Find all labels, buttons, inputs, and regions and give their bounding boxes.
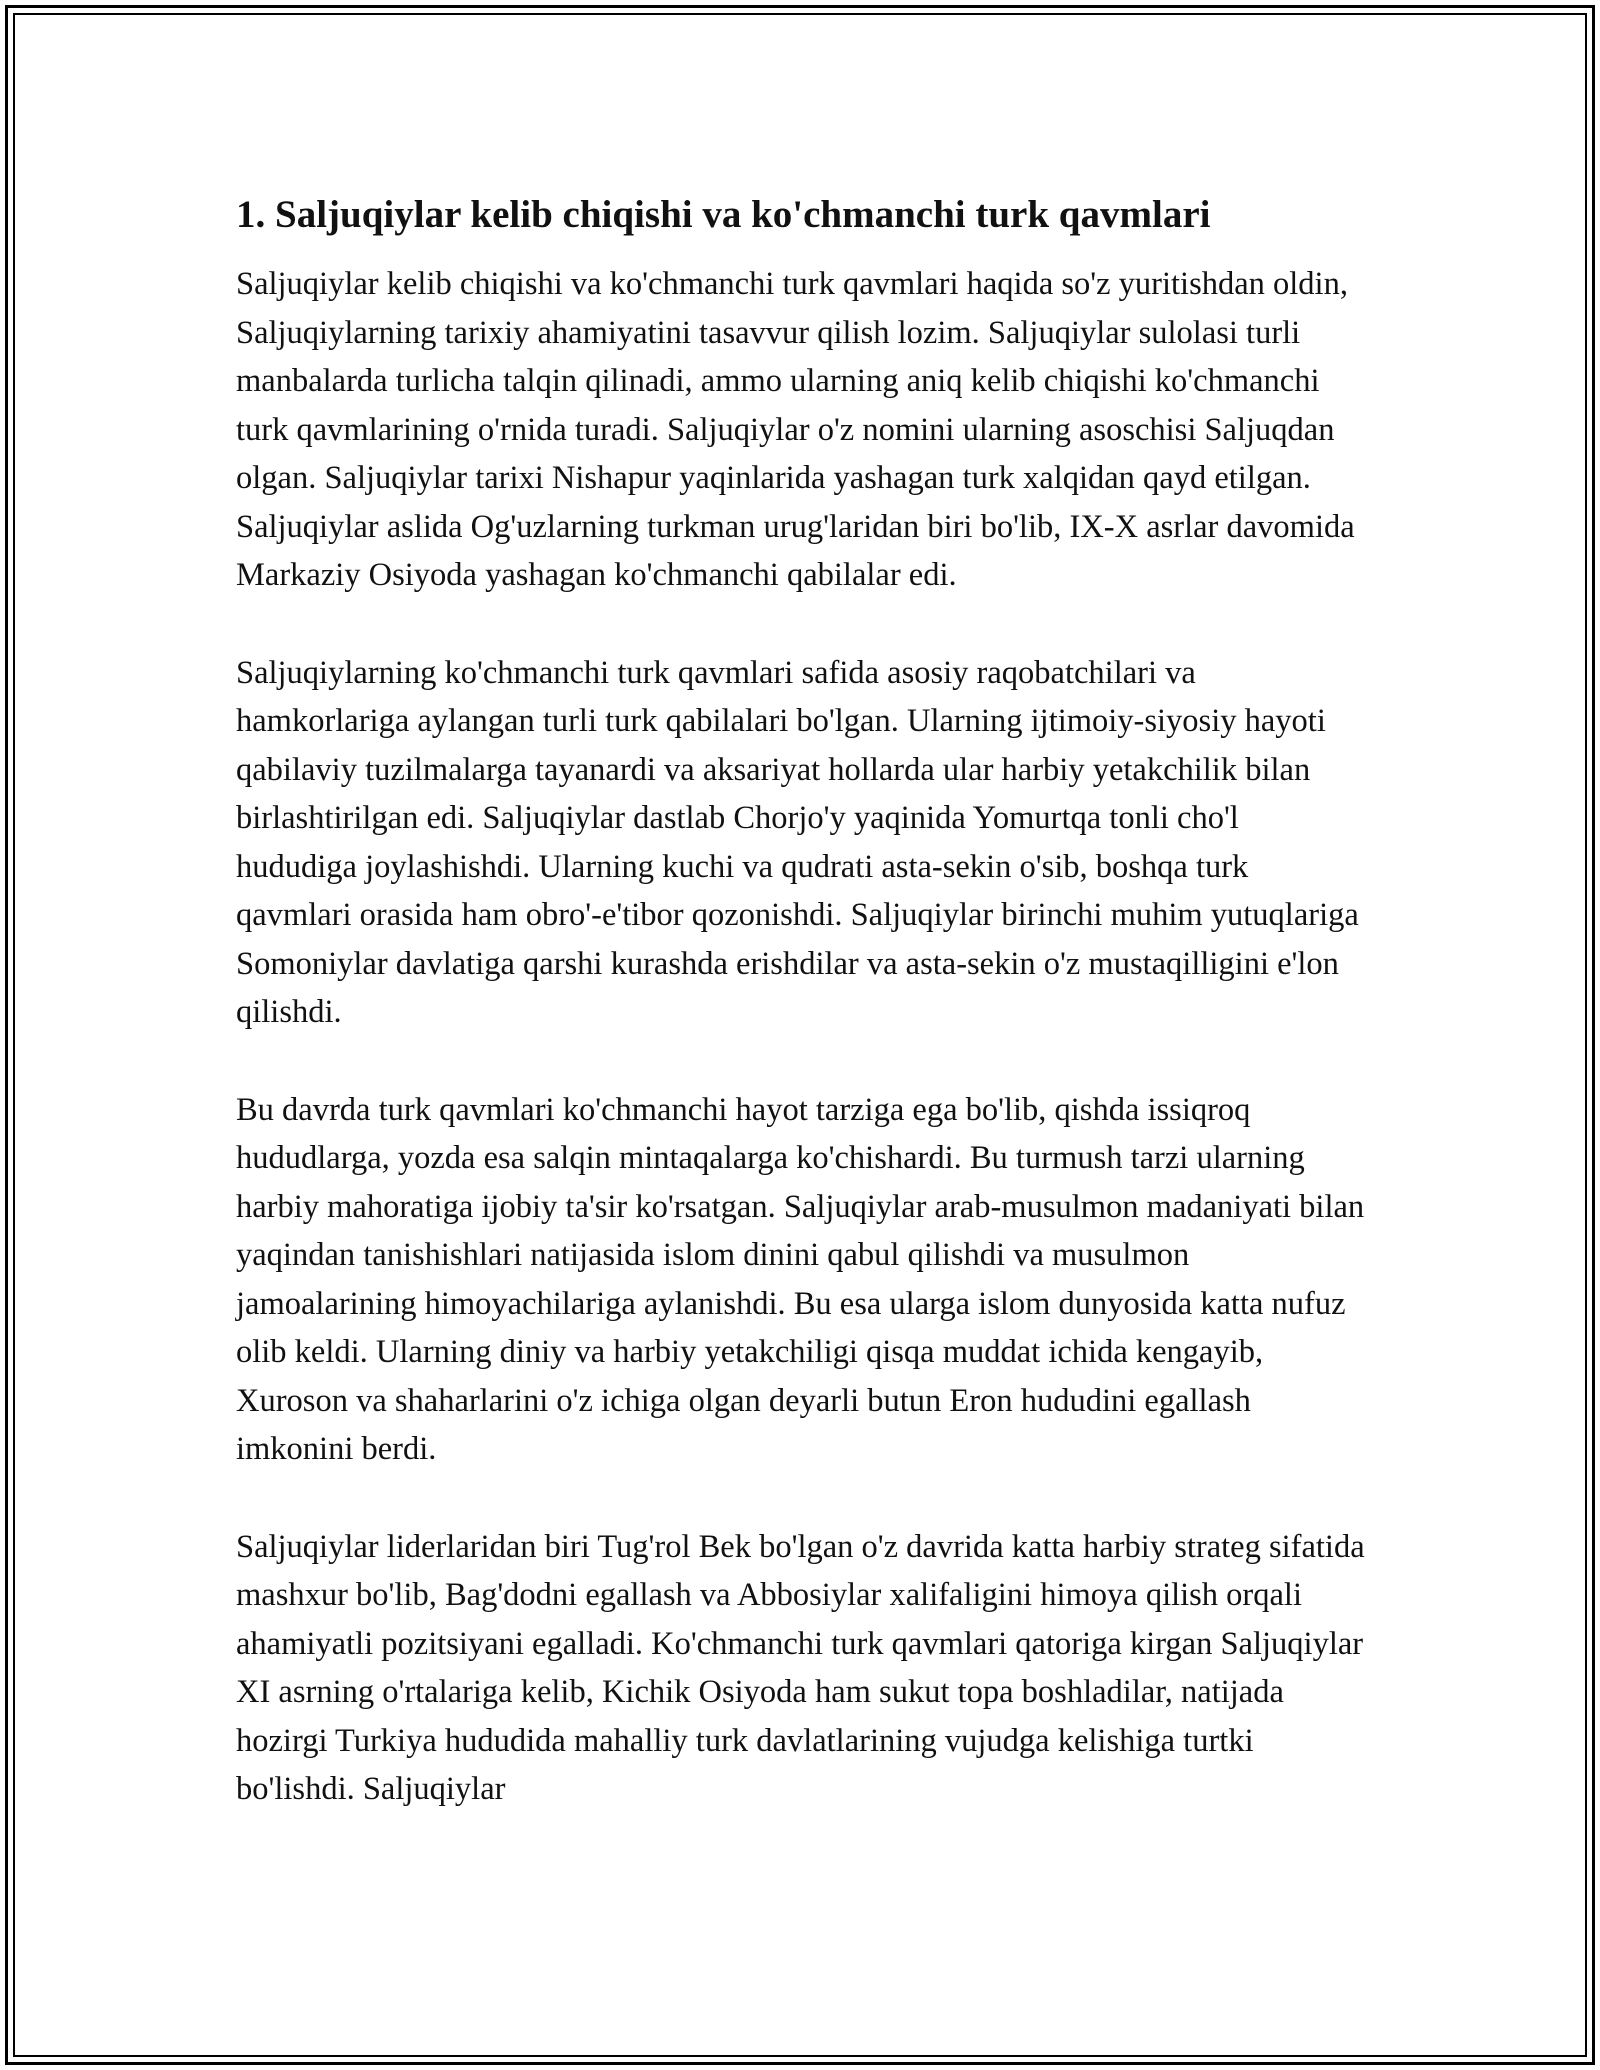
section-heading: 1. Saljuqiylar kelib chiqishi va ko'chmanchi turk qavmlari <box>236 193 1211 236</box>
paragraph-4: Saljuqiylar liderlaridan biri Tug'rol Bek bo'lgan o'z davrida katta harbiy strateg sifatida mashxur bo'lib, Bag'dodni egallash va Abbosiylar xalifaligini himoya qilish orqali ahamiyatli pozitsiyani egalladi. Ko'chmanchi turk qavmlari qatoriga kirgan Saljuqiylar XI asrning o'rtalariga kelib, Kichik Osiyoda ham sukut topa boshladilar, natijada hozirgi Turkiya hududida mahalliy turk davlatlarining vujudga kelishiga turtki bo'lishdi. Saljuqiylar <box>236 1528 1365 1807</box>
paragraph-3: Bu davrda turk qavmlari ko'chmanchi hayot tarziga ega bo'lib, qishda issiqroq hududlarga, yozda esa salqin mintaqalarga ko'chishardi. Bu turmush tarzi ularning harbiy mahoratiga ijobiy ta'sir ko'rsatgan. Saljuqiylar arab-musulmon madaniyati bilan yaqindan tanishishlari natijasida islom dinini qabul qilishdi va musulmon jamoalarining himoyachilariga aylanishdi. Bu esa ularga islom dunyosida katta nufuz olib keldi. Ularning diniy va harbiy yetakchiligi qisqa muddat ichida kengayib, Xuroson va shaharlarini o'z ichiga olgan deyarli butun Eron hududini egallash imkonini berdi. <box>236 1091 1365 1467</box>
document-body <box>236 186 1366 1863</box>
paragraph-1: Saljuqiylar kelib chiqishi va ko'chmanchi turk qavmlari haqida so'z yuritishdan oldin, Saljuqiylarning tarixiy ahamiyatini tasavvur qilish lozim. Saljuqiylar sulolasi turli manbalarda turlicha talqin qilinadi, ammo ularning aniq kelib chiqishi ko'chmanchi turk qavmlarining o'rnida turadi. Saljuqiylar o'z nomini ularning asoschisi Saljuqdan olgan. Saljuqiylar tarixi Nishapur yaqinlarida yashagan turk xalqidan qayd etilgan. Saljuqiylar aslida Og'uzlarning turkman urug'laridan biri bo'lib, IX-X asrlar davomida Markaziy Osiyoda yashagan ko'chmanchi qabilalar edi. <box>236 266 1355 593</box>
paragraph-2: Saljuqiylarning ko'chmanchi turk qavmlari safida asosiy raqobatchilari va hamkorlariga aylangan turli turk qabilalari bo'lgan. Ularning ijtimoiy-siyosiy hayoti qabilaviy tuzilmalarga tayanardi va aksariyat hollarda ular harbiy yetakchilik bilan birlashtirilgan edi. Saljuqiylar dastlab Chorjo'y yaqinida Yomurtqa tonli cho'l hududiga joylashishdi. Ularning kuchi va qudrati asta-sekin o'sib, boshqa turk qavmlari orasida ham obro'-e'tibor qozonishdi. Saljuqiylar birinchi muhim yutuqlariga Somoniylar davlatiga qarshi kurashda erishdilar va asta-sekin o'z mustaqilligini e'lon qilishdi. <box>236 654 1359 1030</box>
